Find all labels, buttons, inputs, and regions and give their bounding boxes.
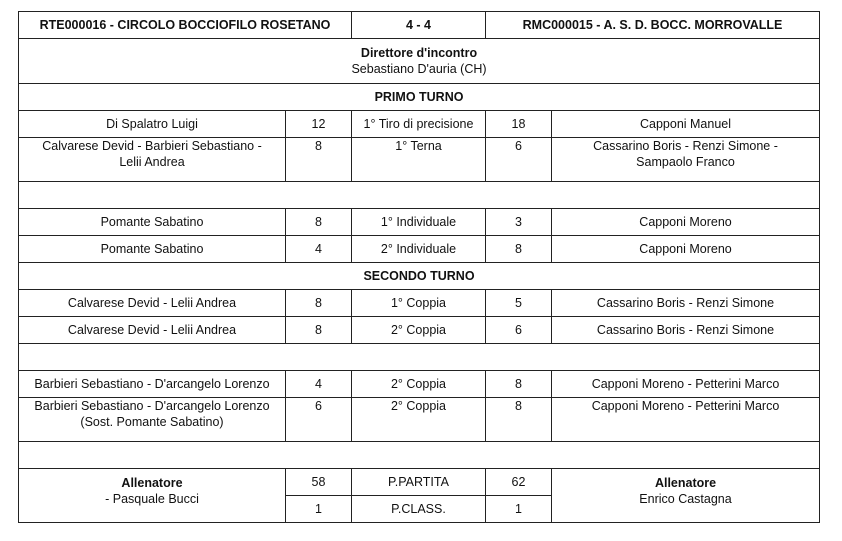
home-players: Barbieri Sebastiano - D'arcangelo Lorenzo (19, 371, 286, 398)
home-players: Pomante Sabatino (19, 236, 286, 263)
home-coach-cell (19, 469, 286, 523)
round-title-row (19, 263, 820, 290)
away-coach-name: Enrico Castagna (639, 492, 732, 506)
home-score: 8 (286, 209, 352, 236)
away-score: 6 (486, 138, 552, 182)
game-type: 2° Coppia (352, 371, 486, 398)
away-score: 8 (486, 236, 552, 263)
footer-row-match-points (19, 469, 820, 496)
second-round-title: SECONDO TURNO (19, 263, 820, 290)
game-type: 1° Tiro di precisione (352, 111, 486, 138)
match-points-label: P.PARTITA (352, 469, 486, 496)
first-round-title: PRIMO TURNO (19, 84, 820, 111)
table-row (19, 111, 820, 138)
home-score: 8 (286, 317, 352, 344)
home-players: Di Spalatro Luigi (19, 111, 286, 138)
spacer-cell (19, 182, 820, 209)
game-type: 2° Individuale (352, 236, 486, 263)
home-match-points: 58 (286, 469, 352, 496)
spacer-row (19, 344, 820, 371)
class-points-label: P.CLASS. (352, 496, 486, 523)
away-match-points: 62 (486, 469, 552, 496)
home-coach-label: Allenatore (121, 476, 183, 490)
table-row (19, 317, 820, 344)
teams-header-row (19, 12, 820, 39)
home-score: 6 (286, 398, 352, 442)
away-coach-cell (552, 469, 820, 523)
spacer-cell (19, 442, 820, 469)
director-name: Sebastiano D'auria (CH) (351, 62, 487, 76)
away-players: Capponi Moreno (552, 236, 820, 263)
away-players: Capponi Moreno - Petterini Marco (552, 398, 820, 442)
table-row (19, 236, 820, 263)
home-score: 8 (286, 290, 352, 317)
away-score: 18 (486, 111, 552, 138)
away-players-line-2: Sampaolo Franco (636, 155, 735, 169)
away-score: 3 (486, 209, 552, 236)
home-players-line-1: Barbieri Sebastiano - D'arcangelo Lorenzo (34, 399, 270, 413)
away-score: 8 (486, 398, 552, 442)
away-score: 5 (486, 290, 552, 317)
spacer-row (19, 182, 820, 209)
away-score: 8 (486, 371, 552, 398)
table-row (19, 138, 820, 182)
substitution-note: (Sost. Pomante Sabatino) (80, 415, 224, 429)
match-report-table (18, 11, 820, 523)
home-players: Pomante Sabatino (19, 209, 286, 236)
home-players (19, 398, 286, 442)
director-row (19, 39, 820, 84)
spacer-cell (19, 344, 820, 371)
game-type: 1° Terna (352, 138, 486, 182)
away-team-name: RMC000015 - A. S. D. BOCC. MORROVALLE (486, 12, 820, 39)
home-players: Calvarese Devid - Lelii Andrea (19, 290, 286, 317)
game-type: 1° Coppia (352, 290, 486, 317)
home-players-line-1: Calvarese Devid - Barbieri Sebastiano - (42, 139, 262, 153)
away-score: 6 (486, 317, 552, 344)
away-players (552, 138, 820, 182)
game-type: 2° Coppia (352, 398, 486, 442)
match-score: 4 - 4 (352, 12, 486, 39)
director-cell (19, 39, 820, 84)
away-class-points: 1 (486, 496, 552, 523)
spacer-row (19, 442, 820, 469)
home-players (19, 138, 286, 182)
home-score: 4 (286, 371, 352, 398)
home-score: 8 (286, 138, 352, 182)
away-players-line-1: Cassarino Boris - Renzi Simone - (593, 139, 778, 153)
home-players-line-2: Lelii Andrea (119, 155, 185, 169)
away-players: Capponi Moreno (552, 209, 820, 236)
away-players: Cassarino Boris - Renzi Simone (552, 317, 820, 344)
table-row (19, 371, 820, 398)
away-players: Capponi Manuel (552, 111, 820, 138)
away-players: Capponi Moreno - Petterini Marco (552, 371, 820, 398)
home-team-name: RTE000016 - CIRCOLO BOCCIOFILO ROSETANO (19, 12, 352, 39)
game-type: 2° Coppia (352, 317, 486, 344)
table-row (19, 209, 820, 236)
home-players: Calvarese Devid - Lelii Andrea (19, 317, 286, 344)
home-coach-name: - Pasquale Bucci (105, 492, 199, 506)
director-label: Direttore d'incontro (360, 46, 478, 60)
away-players: Cassarino Boris - Renzi Simone (552, 290, 820, 317)
home-score: 12 (286, 111, 352, 138)
table-row (19, 398, 820, 442)
home-class-points: 1 (286, 496, 352, 523)
game-type: 1° Individuale (352, 209, 486, 236)
home-score: 4 (286, 236, 352, 263)
table-row (19, 290, 820, 317)
round-title-row (19, 84, 820, 111)
away-coach-label: Allenatore (654, 476, 717, 490)
